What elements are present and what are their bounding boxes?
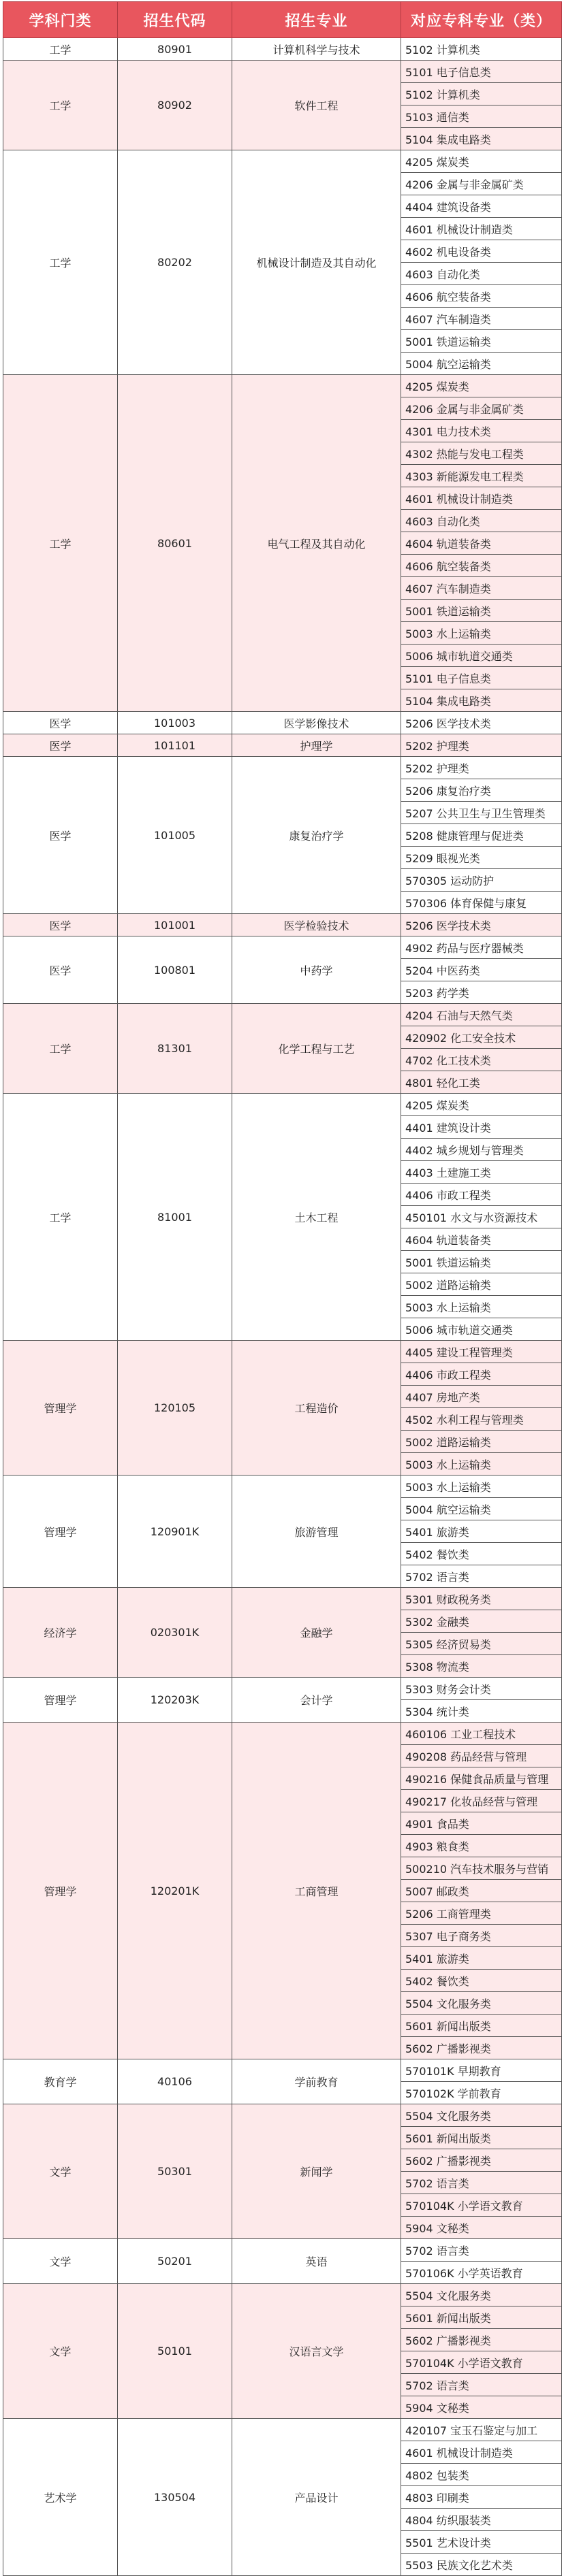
table-row <box>3 38 562 61</box>
associate-major-cell: 5001 铁道运输类 <box>401 330 562 353</box>
associate-major-cell: 5307 电子商务类 <box>401 1925 562 1947</box>
associate-major-cell: 570104K 小学语文教育 <box>401 2351 562 2374</box>
associate-major-cell: 5206 康复治疗类 <box>401 779 562 802</box>
associate-major-cell: 570106K 小学英语教育 <box>401 2262 562 2284</box>
table-row <box>3 2284 562 2306</box>
major-cell: 旅游管理 <box>232 1476 401 1588</box>
associate-major-cell: 490216 保健食品质量与管理 <box>401 1767 562 1790</box>
code-cell: 81301 <box>118 1004 232 1094</box>
associate-major-cell: 4902 药品与医疗器械类 <box>401 936 562 959</box>
category-cell: 管理学 <box>3 1678 118 1723</box>
associate-major-cell: 4302 热能与发电工程类 <box>401 442 562 465</box>
associate-major-cell: 4206 金属与非金属矿类 <box>401 397 562 420</box>
code-cell: 130504 <box>118 2419 232 2576</box>
code-cell: 81001 <box>118 1094 232 1341</box>
associate-major-cell: 4403 土建施工类 <box>401 1161 562 1184</box>
table-body <box>3 38 562 2576</box>
table-row <box>3 734 562 757</box>
associate-major-cell: 5102 计算机类 <box>401 83 562 105</box>
associate-major-cell: 4803 印刷类 <box>401 2486 562 2509</box>
associate-major-cell: 4802 包装类 <box>401 2464 562 2486</box>
code-cell: 020301K <box>118 1588 232 1678</box>
code-cell: 120201K <box>118 1723 232 2059</box>
associate-major-cell: 5702 语言类 <box>401 2374 562 2396</box>
associate-major-cell: 5504 文化服务类 <box>401 2104 562 2127</box>
associate-major-cell: 5308 物流类 <box>401 1655 562 1678</box>
table-row <box>3 1588 562 1610</box>
associate-major-cell: 570306 体育保健与康复 <box>401 892 562 914</box>
associate-major-cell: 4601 机械设计制造类 <box>401 487 562 510</box>
code-cell: 120203K <box>118 1678 232 1723</box>
code-cell: 50201 <box>118 2239 232 2284</box>
associate-major-cell: 5003 水上运输类 <box>401 1476 562 1498</box>
table-row <box>3 375 562 397</box>
associate-major-cell: 5101 电子信息类 <box>401 667 562 689</box>
associate-major-cell: 500210 汽车技术服务与营销 <box>401 1857 562 1880</box>
associate-major-cell: 5204 中医药类 <box>401 959 562 981</box>
code-cell: 100801 <box>118 936 232 1004</box>
associate-major-cell: 5002 道路运输类 <box>401 1273 562 1296</box>
associate-major-cell: 5601 新闻出版类 <box>401 2306 562 2329</box>
category-cell: 管理学 <box>3 1341 118 1476</box>
associate-major-cell: 5304 统计类 <box>401 1700 562 1723</box>
major-cell: 汉语言文学 <box>232 2284 401 2419</box>
header-major: 招生专业 <box>232 2 401 38</box>
associate-major-cell: 570305 运动防护 <box>401 869 562 892</box>
associate-major-cell: 4804 纺织服装类 <box>401 2509 562 2531</box>
associate-major-cell: 5206 工商管理类 <box>401 1902 562 1925</box>
code-cell: 101101 <box>118 734 232 757</box>
associate-major-cell: 4604 轨道装备类 <box>401 532 562 555</box>
associate-major-cell: 4502 水利工程与管理类 <box>401 1408 562 1431</box>
associate-major-cell: 5501 艺术设计类 <box>401 2531 562 2554</box>
associate-major-cell: 5702 语言类 <box>401 2172 562 2194</box>
associate-major-cell: 4604 轨道装备类 <box>401 1228 562 1251</box>
major-cell: 土木工程 <box>232 1094 401 1341</box>
category-cell: 医学 <box>3 936 118 1004</box>
major-cell: 机械设计制造及其自动化 <box>232 150 401 375</box>
major-cell: 化学工程与工艺 <box>232 1004 401 1094</box>
associate-major-cell: 5003 水上运输类 <box>401 622 562 645</box>
associate-major-cell: 5602 广播影视类 <box>401 2037 562 2059</box>
associate-major-cell: 4205 煤炭类 <box>401 375 562 397</box>
table-row <box>3 2104 562 2127</box>
associate-major-cell: 5401 旅游类 <box>401 1947 562 1970</box>
associate-major-cell: 5601 新闻出版类 <box>401 2127 562 2149</box>
major-cell: 工商管理 <box>232 1723 401 2059</box>
associate-major-cell: 4301 电力技术类 <box>401 420 562 442</box>
associate-major-cell: 4801 轻化工类 <box>401 1071 562 1094</box>
associate-major-cell: 5702 语言类 <box>401 1565 562 1588</box>
associate-major-cell: 5206 医学技术类 <box>401 712 562 734</box>
table-row <box>3 2419 562 2441</box>
code-cell: 40106 <box>118 2059 232 2104</box>
table-row <box>3 936 562 959</box>
major-cell: 康复治疗学 <box>232 757 401 914</box>
category-cell: 工学 <box>3 61 118 150</box>
code-cell: 80202 <box>118 150 232 375</box>
associate-major-cell: 460106 工业工程技术 <box>401 1723 562 1745</box>
category-cell: 工学 <box>3 150 118 375</box>
associate-major-cell: 4402 城乡规划与管理类 <box>401 1139 562 1161</box>
associate-major-cell: 5101 电子信息类 <box>401 61 562 83</box>
table-wrapper <box>3 1 561 2576</box>
major-cell: 会计学 <box>232 1678 401 1723</box>
associate-major-cell: 5203 药学类 <box>401 981 562 1004</box>
associate-major-cell: 5003 水上运输类 <box>401 1453 562 1476</box>
associate-major-cell: 420107 宝玉石鉴定与加工 <box>401 2419 562 2441</box>
associate-major-cell: 4407 房地产类 <box>401 1386 562 1408</box>
associate-major-cell: 5302 金融类 <box>401 1610 562 1633</box>
associate-major-cell: 4603 自动化类 <box>401 510 562 532</box>
associate-major-cell: 5207 公共卫生与卫生管理类 <box>401 802 562 824</box>
associate-major-cell: 4606 航空装备类 <box>401 285 562 308</box>
category-cell: 医学 <box>3 712 118 734</box>
associate-major-cell: 5904 文秘类 <box>401 2396 562 2419</box>
major-cell: 金融学 <box>232 1588 401 1678</box>
associate-major-cell: 4903 粮食类 <box>401 1835 562 1857</box>
associate-major-cell: 4401 建筑设计类 <box>401 1116 562 1139</box>
associate-major-cell: 490208 药品经营与管理 <box>401 1745 562 1767</box>
category-cell: 工学 <box>3 38 118 61</box>
table-row <box>3 757 562 779</box>
associate-major-cell: 5904 文秘类 <box>401 2217 562 2239</box>
table-header-row <box>3 2 562 38</box>
category-cell: 文学 <box>3 2104 118 2239</box>
associate-major-cell: 4404 建筑设备类 <box>401 195 562 218</box>
table-row <box>3 1678 562 1700</box>
category-cell: 工学 <box>3 375 118 712</box>
associate-major-cell: 5504 文化服务类 <box>401 2284 562 2306</box>
associate-major-cell: 5001 铁道运输类 <box>401 1251 562 1273</box>
associate-major-cell: 5104 集成电路类 <box>401 128 562 150</box>
associate-major-cell: 5601 新闻出版类 <box>401 2015 562 2037</box>
associate-major-cell: 4205 煤炭类 <box>401 1094 562 1116</box>
category-cell: 医学 <box>3 914 118 936</box>
code-cell: 120901K <box>118 1476 232 1588</box>
associate-major-cell: 4601 机械设计制造类 <box>401 218 562 240</box>
code-cell: 101005 <box>118 757 232 914</box>
table-row <box>3 61 562 83</box>
category-cell: 管理学 <box>3 1723 118 2059</box>
major-cell: 护理学 <box>232 734 401 757</box>
category-cell: 医学 <box>3 734 118 757</box>
major-cell: 学前教育 <box>232 2059 401 2104</box>
associate-major-cell: 5209 眼视光类 <box>401 847 562 869</box>
associate-major-cell: 5305 经济贸易类 <box>401 1633 562 1655</box>
associate-major-cell: 4601 机械设计制造类 <box>401 2441 562 2464</box>
associate-major-cell: 5102 计算机类 <box>401 38 562 61</box>
table-row <box>3 2239 562 2262</box>
associate-major-cell: 450101 水文与水资源技术 <box>401 1206 562 1228</box>
associate-major-cell: 5702 语言类 <box>401 2239 562 2262</box>
associate-major-cell: 570102K 学前教育 <box>401 2082 562 2104</box>
associate-major-cell: 5004 航空运输类 <box>401 353 562 375</box>
code-cell: 50101 <box>118 2284 232 2419</box>
code-cell: 80902 <box>118 61 232 150</box>
associate-major-cell: 5402 餐饮类 <box>401 1543 562 1565</box>
associate-major-cell: 5208 健康管理与促进类 <box>401 824 562 847</box>
code-cell: 80601 <box>118 375 232 712</box>
code-cell: 101003 <box>118 712 232 734</box>
associate-major-cell: 4607 汽车制造类 <box>401 308 562 330</box>
major-cell: 英语 <box>232 2239 401 2284</box>
code-cell: 120105 <box>118 1341 232 1476</box>
associate-major-cell: 5402 餐饮类 <box>401 1970 562 1992</box>
major-cell: 新闻学 <box>232 2104 401 2239</box>
major-cell: 软件工程 <box>232 61 401 150</box>
associate-major-cell: 5504 文化服务类 <box>401 1992 562 2015</box>
major-cell: 医学检验技术 <box>232 914 401 936</box>
associate-major-cell: 5202 护理类 <box>401 734 562 757</box>
associate-major-cell: 4205 煤炭类 <box>401 150 562 173</box>
major-cell: 工程造价 <box>232 1341 401 1476</box>
associate-major-cell: 5602 广播影视类 <box>401 2329 562 2351</box>
associate-major-cell: 5003 水上运输类 <box>401 1296 562 1318</box>
category-cell: 文学 <box>3 2239 118 2284</box>
header-associate-major: 对应专科专业（类） <box>401 2 562 38</box>
associate-major-cell: 4405 建设工程管理类 <box>401 1341 562 1363</box>
category-cell: 工学 <box>3 1004 118 1094</box>
table-row <box>3 1094 562 1116</box>
associate-major-cell: 570104K 小学语文教育 <box>401 2194 562 2217</box>
associate-major-cell: 4602 机电设备类 <box>401 240 562 263</box>
associate-major-cell: 5006 城市轨道交通类 <box>401 645 562 667</box>
table-row <box>3 1004 562 1026</box>
associate-major-cell: 4603 自动化类 <box>401 263 562 285</box>
table-row <box>3 1476 562 1498</box>
major-cell: 电气工程及其自动化 <box>232 375 401 712</box>
header-code: 招生代码 <box>118 2 232 38</box>
category-cell: 工学 <box>3 1094 118 1341</box>
associate-major-cell: 5503 民族文化艺术类 <box>401 2554 562 2576</box>
associate-major-cell: 5303 财务会计类 <box>401 1678 562 1700</box>
header-category: 学科门类 <box>3 2 118 38</box>
associate-major-cell: 4406 市政工程类 <box>401 1363 562 1386</box>
associate-major-cell: 5202 护理类 <box>401 757 562 779</box>
category-cell: 经济学 <box>3 1588 118 1678</box>
associate-major-cell: 5103 通信类 <box>401 105 562 128</box>
table-row <box>3 1723 562 1745</box>
major-cell: 中药学 <box>232 936 401 1004</box>
associate-major-cell: 4606 航空装备类 <box>401 555 562 577</box>
associate-major-cell: 4702 化工技术类 <box>401 1049 562 1071</box>
code-cell: 80901 <box>118 38 232 61</box>
code-cell: 50301 <box>118 2104 232 2239</box>
associate-major-cell: 5001 铁道运输类 <box>401 600 562 622</box>
associate-major-cell: 5006 城市轨道交通类 <box>401 1318 562 1341</box>
associate-major-cell: 4303 新能源发电工程类 <box>401 465 562 487</box>
associate-major-cell: 420902 化工安全技术 <box>401 1026 562 1049</box>
associate-major-cell: 5206 医学技术类 <box>401 914 562 936</box>
table-row <box>3 1341 562 1363</box>
table-row <box>3 150 562 173</box>
major-cell: 产品设计 <box>232 2419 401 2576</box>
associate-major-cell: 4406 市政工程类 <box>401 1184 562 1206</box>
category-cell: 管理学 <box>3 1476 118 1588</box>
associate-major-cell: 4607 汽车制造类 <box>401 577 562 600</box>
major-cell: 计算机科学与技术 <box>232 38 401 61</box>
category-cell: 文学 <box>3 2284 118 2419</box>
associate-major-cell: 5002 道路运输类 <box>401 1431 562 1453</box>
associate-major-cell: 4204 石油与天然气类 <box>401 1004 562 1026</box>
associate-major-cell: 5104 集成电路类 <box>401 689 562 712</box>
associate-major-cell: 4206 金属与非金属矿类 <box>401 173 562 195</box>
associate-major-cell: 490217 化妆品经营与管理 <box>401 1790 562 1812</box>
associate-major-cell: 5004 航空运输类 <box>401 1498 562 1520</box>
category-cell: 艺术学 <box>3 2419 118 2576</box>
associate-major-cell: 5602 广播影视类 <box>401 2149 562 2172</box>
table-row <box>3 712 562 734</box>
associate-major-cell: 5301 财政税务类 <box>401 1588 562 1610</box>
associate-major-cell: 5401 旅游类 <box>401 1520 562 1543</box>
category-cell: 教育学 <box>3 2059 118 2104</box>
associate-major-cell: 570101K 早期教育 <box>401 2059 562 2082</box>
code-cell: 101001 <box>118 914 232 936</box>
major-cell: 医学影像技术 <box>232 712 401 734</box>
associate-major-cell: 5007 邮政类 <box>401 1880 562 1902</box>
table-row <box>3 2059 562 2082</box>
table-row <box>3 914 562 936</box>
major-mapping-table <box>3 1 562 2576</box>
associate-major-cell: 4901 食品类 <box>401 1812 562 1835</box>
category-cell: 医学 <box>3 757 118 914</box>
